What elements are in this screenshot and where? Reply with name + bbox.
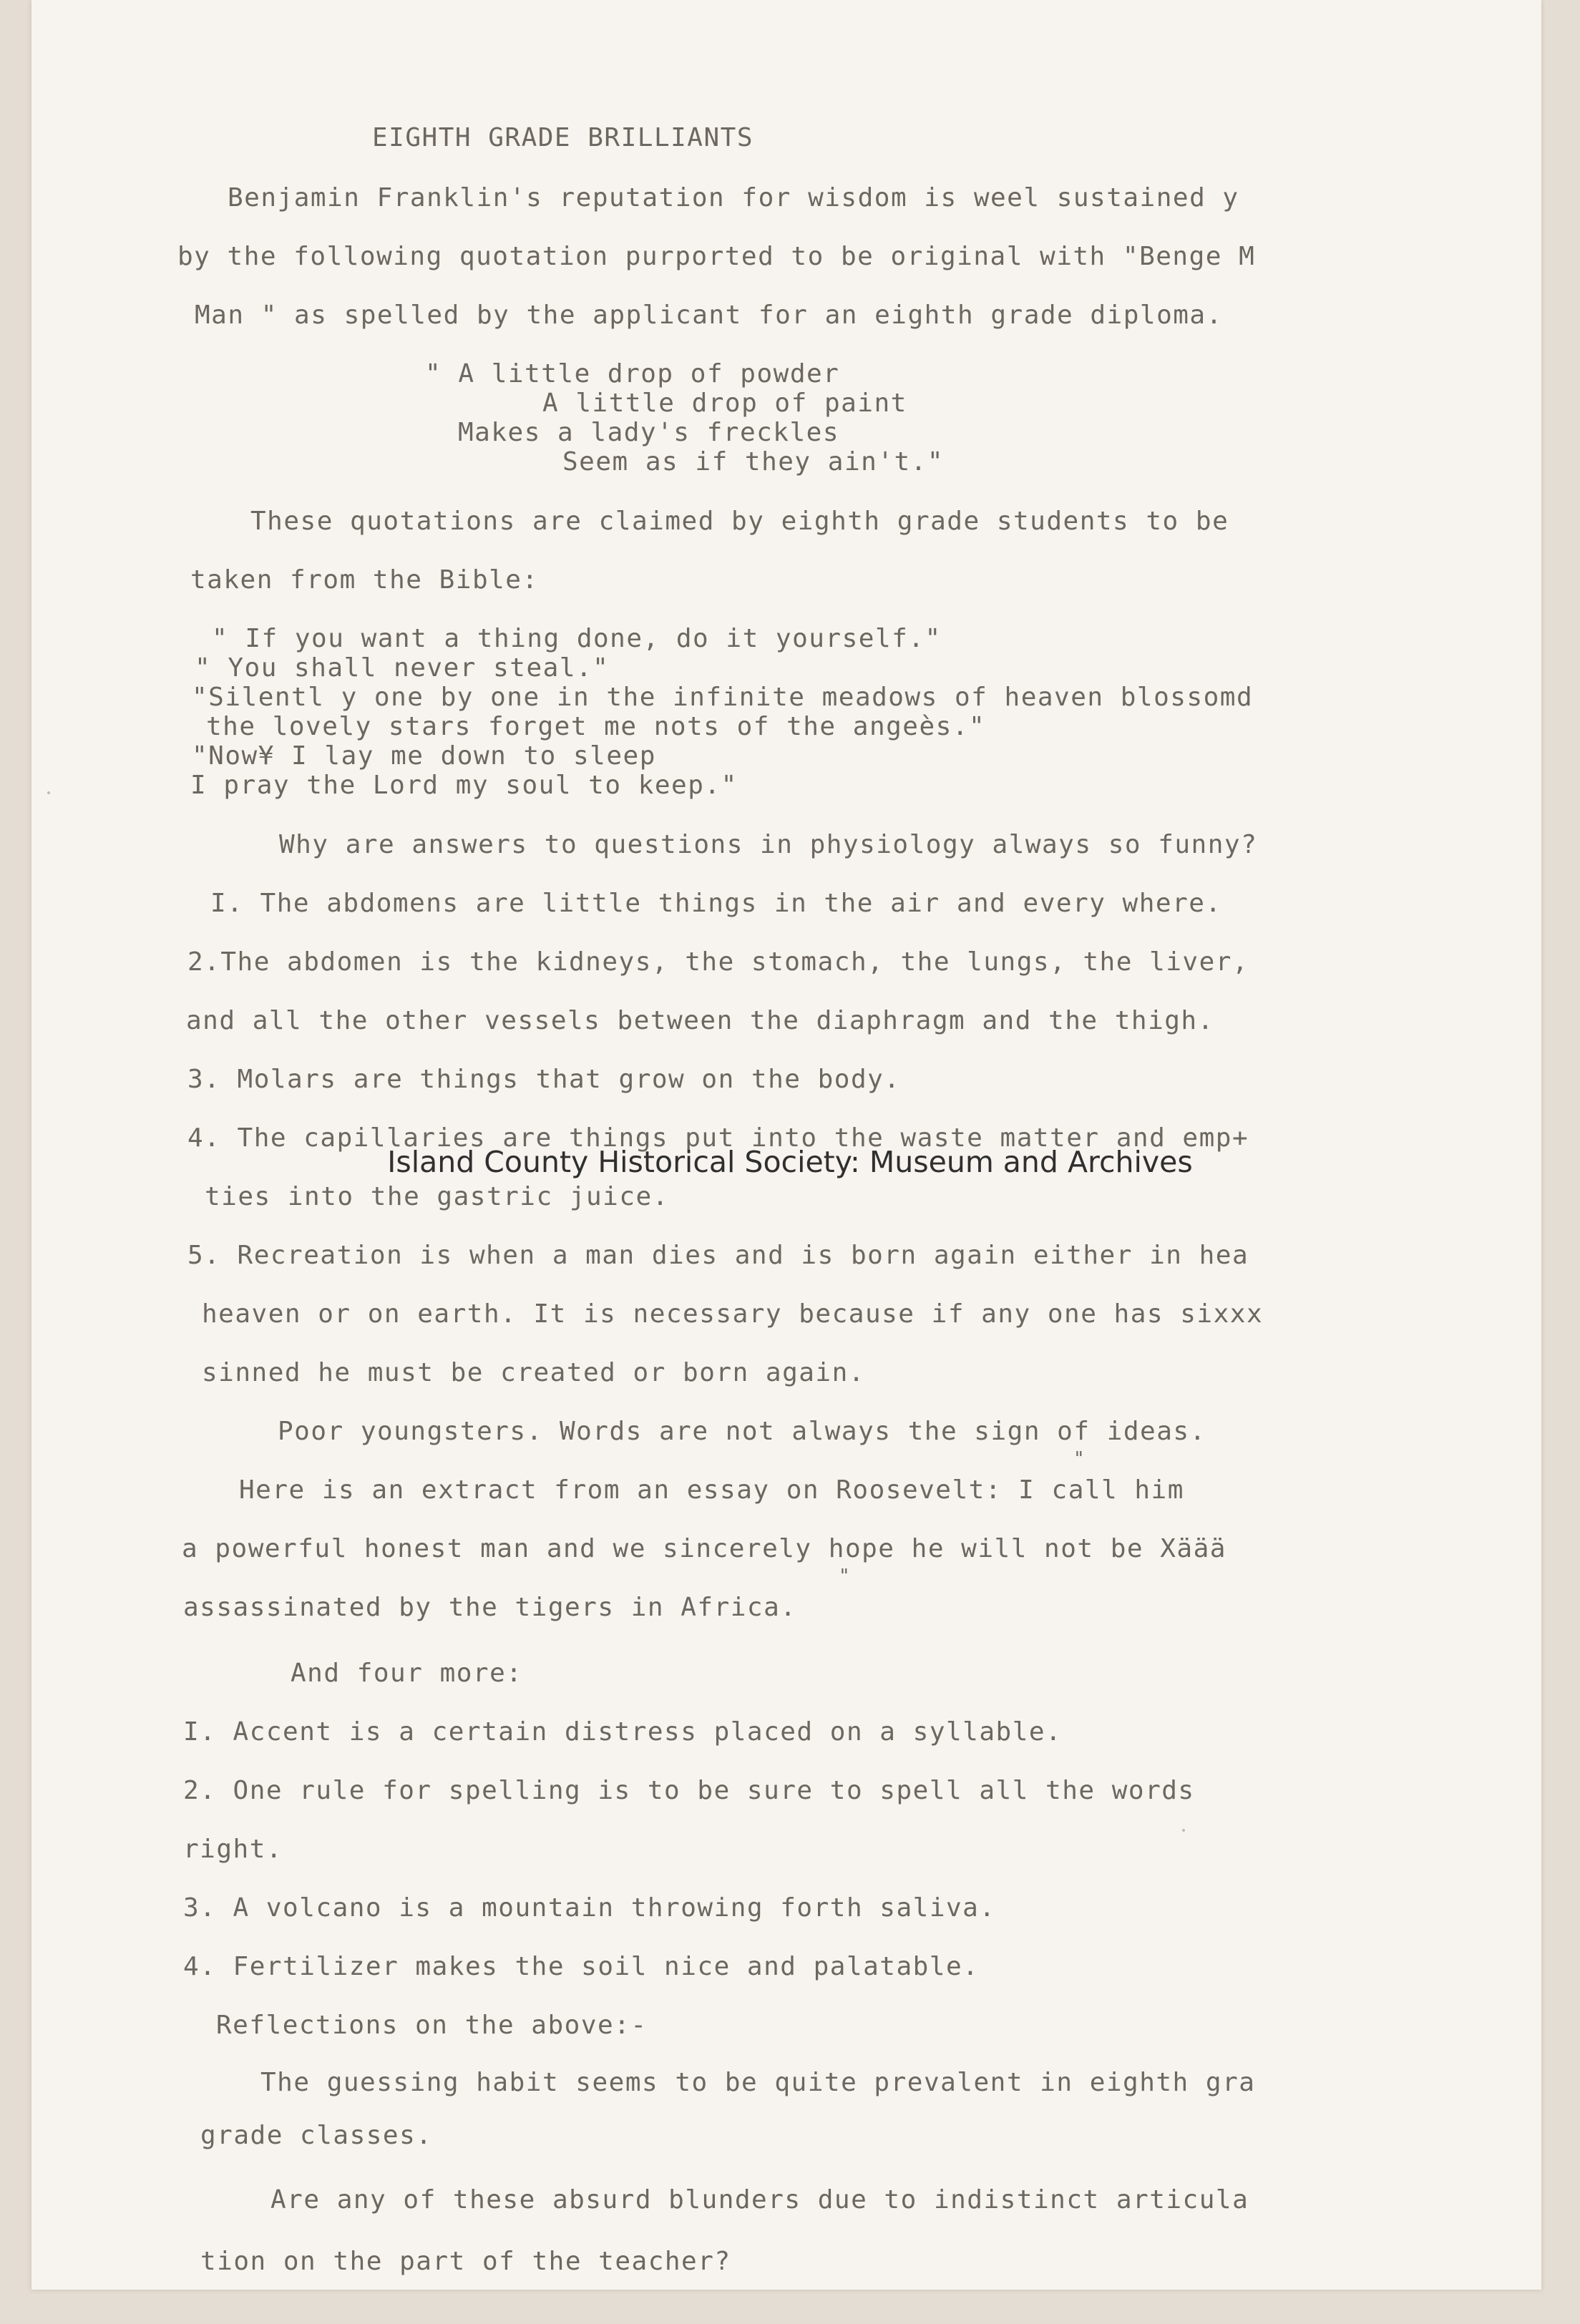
poem-line: " A little drop of powder bbox=[425, 359, 840, 389]
paper-speck bbox=[47, 791, 50, 794]
quote-mark: " bbox=[1073, 1448, 1086, 1470]
list-item: I. Accent is a certain distress placed on a syllable. bbox=[183, 1717, 1063, 1747]
list-item: sinned he must be created or born again. bbox=[202, 1358, 865, 1387]
text-line: by the following quotation purported to be original with "Benge M bbox=[177, 242, 1256, 271]
quote-line: "Now¥ I lay me down to sleep bbox=[192, 741, 656, 771]
text-line: Why are answers to questions in physiology always so funny? bbox=[279, 830, 1258, 859]
quote-line: I pray the Lord my soul to keep." bbox=[190, 771, 738, 800]
text-line: And four more: bbox=[291, 1659, 523, 1688]
text-line: taken from the Bible: bbox=[190, 565, 539, 595]
list-item: 3. A volcano is a mountain throwing forth saliva. bbox=[183, 1893, 996, 1923]
text-line: The guessing habit seems to be quite prevalent in eighth gra bbox=[260, 2068, 1256, 2097]
list-item: 3. Molars are things that grow on the body. bbox=[187, 1065, 901, 1094]
list-item: ties into the gastric juice. bbox=[205, 1182, 669, 1211]
list-item: 5. Recreation is when a man dies and is born again either in hea bbox=[187, 1241, 1249, 1270]
text-line: Are any of these absurd blunders due to indistinct articula bbox=[270, 2185, 1249, 2215]
list-item: and all the other vessels between the diaphragm and the thigh. bbox=[186, 1006, 1214, 1035]
quote-line: " You shall never steal." bbox=[195, 653, 610, 683]
list-item: 2. One rule for spelling is to be sure to spell all the words bbox=[183, 1776, 1195, 1805]
paper-speck bbox=[1182, 1829, 1185, 1832]
text-line: assassinated by the tigers in Africa. bbox=[183, 1593, 797, 1622]
text-line: tion on the part of the teacher? bbox=[200, 2247, 731, 2276]
list-item: 2.The abdomen is the kidneys, the stomach, the lungs, the liver, bbox=[187, 947, 1249, 977]
list-item: I. The abdomens are little things in the air and every where. bbox=[210, 889, 1222, 918]
list-item: heaven or on earth. It is necessary because if any one has sixxx bbox=[202, 1299, 1264, 1329]
list-item: 4. Fertilizer makes the soil nice and palatable. bbox=[183, 1952, 980, 1981]
text-line: These quotations are claimed by eighth grade students to be bbox=[250, 507, 1229, 536]
text-line: a powerful honest man and we sincerely hope he will not be Xäää bbox=[182, 1534, 1227, 1563]
poem-line: A little drop of paint bbox=[542, 389, 907, 418]
text-line: Poor youngsters. Words are not always the sign of ideas. bbox=[278, 1417, 1206, 1446]
quote-line: "Silentl y one by one in the infinite meadows of heaven blossomd bbox=[192, 683, 1254, 712]
document-title: EIGHTH GRADE BRILLIANTS bbox=[372, 123, 754, 152]
text-line: Benjamin Franklin's reputation for wisdom is weel sustained y bbox=[228, 183, 1239, 213]
text-line: Reflections on the above:- bbox=[216, 2011, 648, 2040]
archive-watermark: Island County Historical Society: Museum and Archives bbox=[387, 1145, 1193, 1179]
quote-mark: " bbox=[839, 1566, 852, 1587]
text-line: Man " as spelled by the applicant for an eighth grade diploma. bbox=[195, 301, 1223, 330]
poem-line: Seem as if they ain't." bbox=[562, 447, 944, 477]
text-line: grade classes. bbox=[200, 2121, 433, 2150]
list-item: 4. The capillaries are things put into the waste matter and emp+ bbox=[187, 1123, 1249, 1153]
quote-line: the lovely stars forget me nots of the angeès." bbox=[206, 712, 986, 741]
quote-line: " If you want a thing done, do it yourself." bbox=[212, 624, 942, 653]
text-line: Here is an extract from an essay on Roosevelt: I call him bbox=[239, 1475, 1184, 1505]
list-item: right. bbox=[183, 1835, 283, 1864]
poem-line: Makes a lady's freckles bbox=[458, 418, 839, 447]
